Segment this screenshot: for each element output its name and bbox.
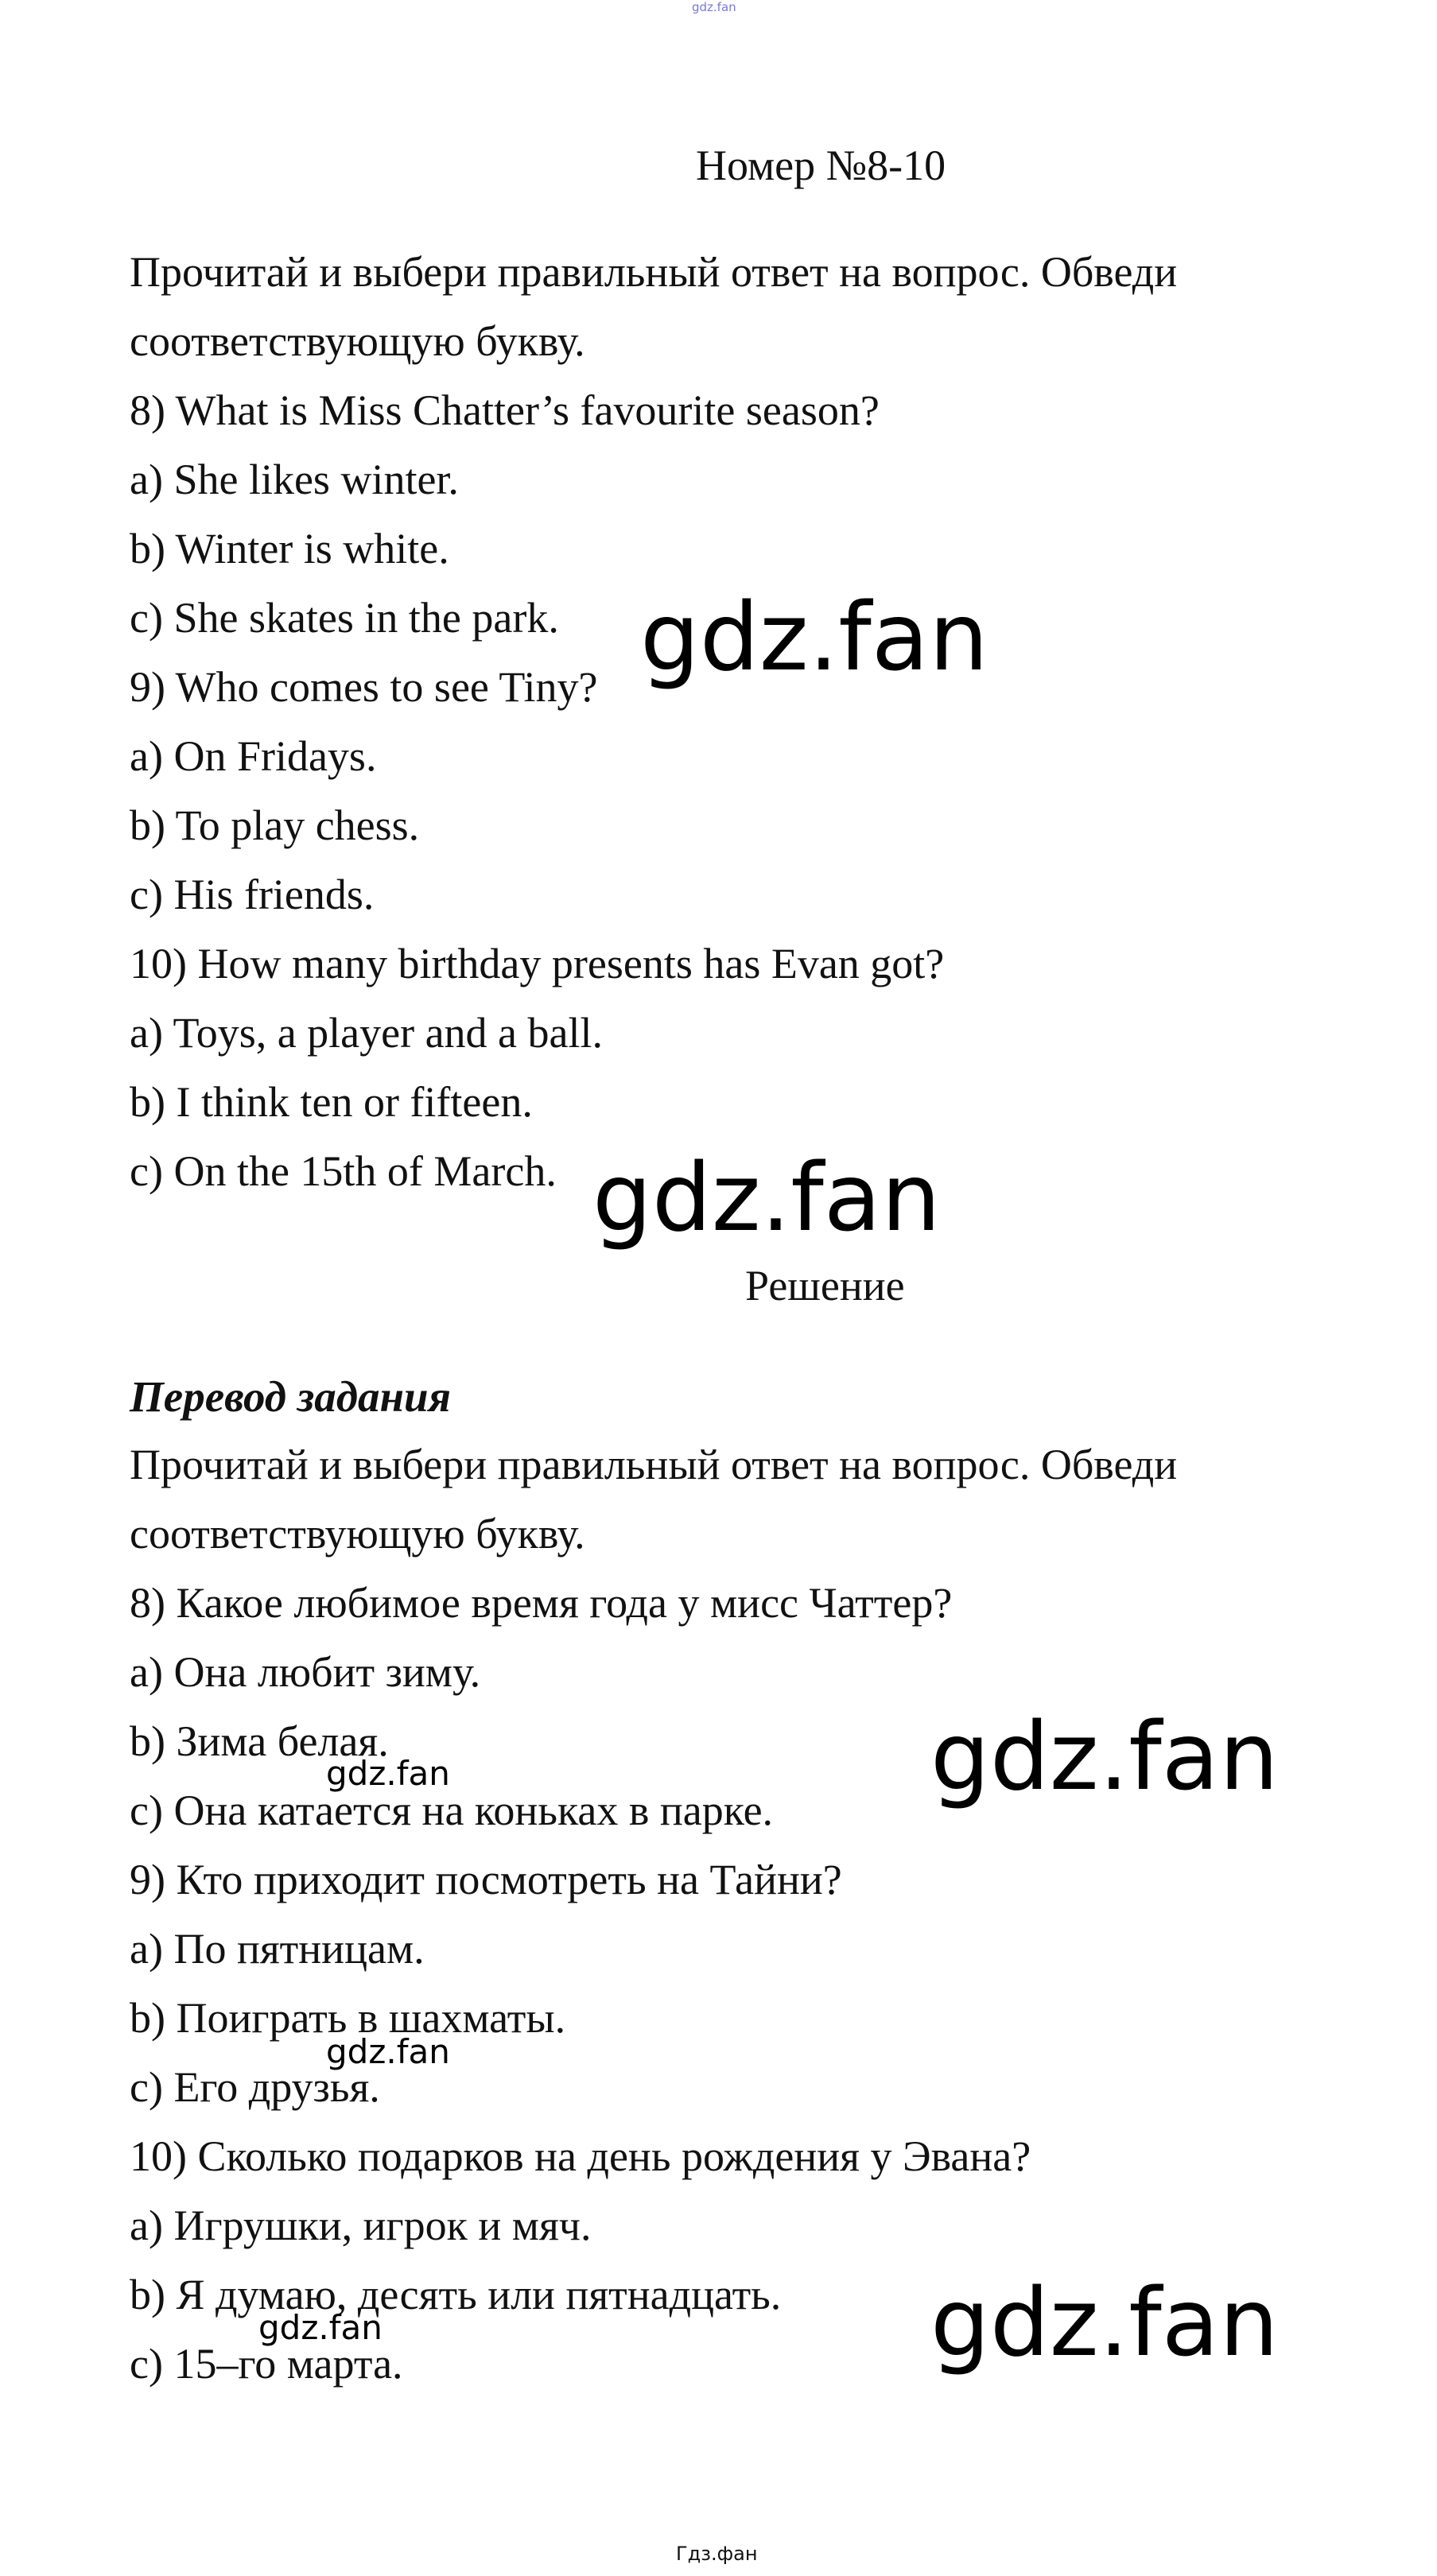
translation-answer-8b: b) Зима белая.	[130, 1717, 389, 1765]
translation-answer-9b: b) Поиграть в шахматы.	[130, 1994, 566, 2042]
translation-instruction-line: соответствующую букву.	[130, 1510, 585, 1558]
solution-heading: Решение	[745, 1262, 905, 1309]
answer-9a: a) On Fridays.	[130, 732, 377, 780]
question-10: 10) How many birthday presents has Evan got?	[130, 940, 945, 987]
translation-answer-10c: c) 15–го марта.	[130, 2340, 403, 2388]
instruction-line: Прочитай и выбери правильный ответ на вопрос. Обведи	[130, 248, 1178, 296]
top-watermark: gdz.fan	[692, 0, 736, 14]
translation-question-8: 8) Какое любимое время года у мисс Чаттер?	[130, 1579, 953, 1627]
answer-9c: c) His friends.	[130, 871, 375, 918]
answer-8c: c) She skates in the park.	[130, 594, 559, 642]
answer-8a: a) She likes winter.	[130, 456, 459, 503]
answer-10c: c) On the 15th of March.	[130, 1147, 557, 1195]
translation-answer-10a: a) Игрушки, игрок и мяч.	[130, 2202, 592, 2249]
answer-8b: b) Winter is white.	[130, 525, 449, 572]
watermark: gdz.fan	[592, 1143, 941, 1252]
watermark-small: gdz.fan	[258, 2308, 383, 2347]
answer-9b: b) To play chess.	[130, 801, 420, 849]
footer-label: Гдз.фан	[676, 2543, 758, 2565]
translation-question-10: 10) Сколько подарков на день рождения у Эвана?	[130, 2132, 1031, 2180]
instruction-line: соответствующую букву.	[130, 317, 585, 365]
watermark: gdz.fan	[640, 582, 988, 692]
translation-answer-8a: a) Она любит зиму.	[130, 1648, 481, 1696]
watermark-small: gdz.fan	[326, 1754, 450, 1793]
watermark: gdz.fan	[930, 1701, 1279, 1811]
answer-10a: a) Toys, a player and a ball.	[130, 1009, 604, 1057]
translation-heading: Перевод задания	[130, 1372, 451, 1421]
translation-question-9: 9) Кто приходит посмотреть на Тайни?	[130, 1856, 842, 1903]
watermark-small: gdz.fan	[326, 2032, 450, 2071]
translation-answer-9a: a) По пятницам.	[130, 1925, 425, 1973]
watermark: gdz.fan	[930, 2268, 1279, 2377]
translation-answer-9c: c) Его друзья.	[130, 2063, 380, 2111]
question-9: 9) Who comes to see Tiny?	[130, 663, 598, 711]
translation-instruction-line: Прочитай и выбери правильный ответ на вопрос. Обведи	[130, 1441, 1178, 1488]
page-title: Номер №8-10	[696, 142, 946, 189]
question-8: 8) What is Miss Chatter’s favourite season?	[130, 386, 880, 434]
translation-answer-10b: b) Я думаю, десять или пятнадцать.	[130, 2271, 782, 2318]
translation-answer-8c: c) Она катается на коньках в парке.	[130, 1787, 774, 1834]
answer-10b: b) I think ten or fifteen.	[130, 1078, 533, 1126]
